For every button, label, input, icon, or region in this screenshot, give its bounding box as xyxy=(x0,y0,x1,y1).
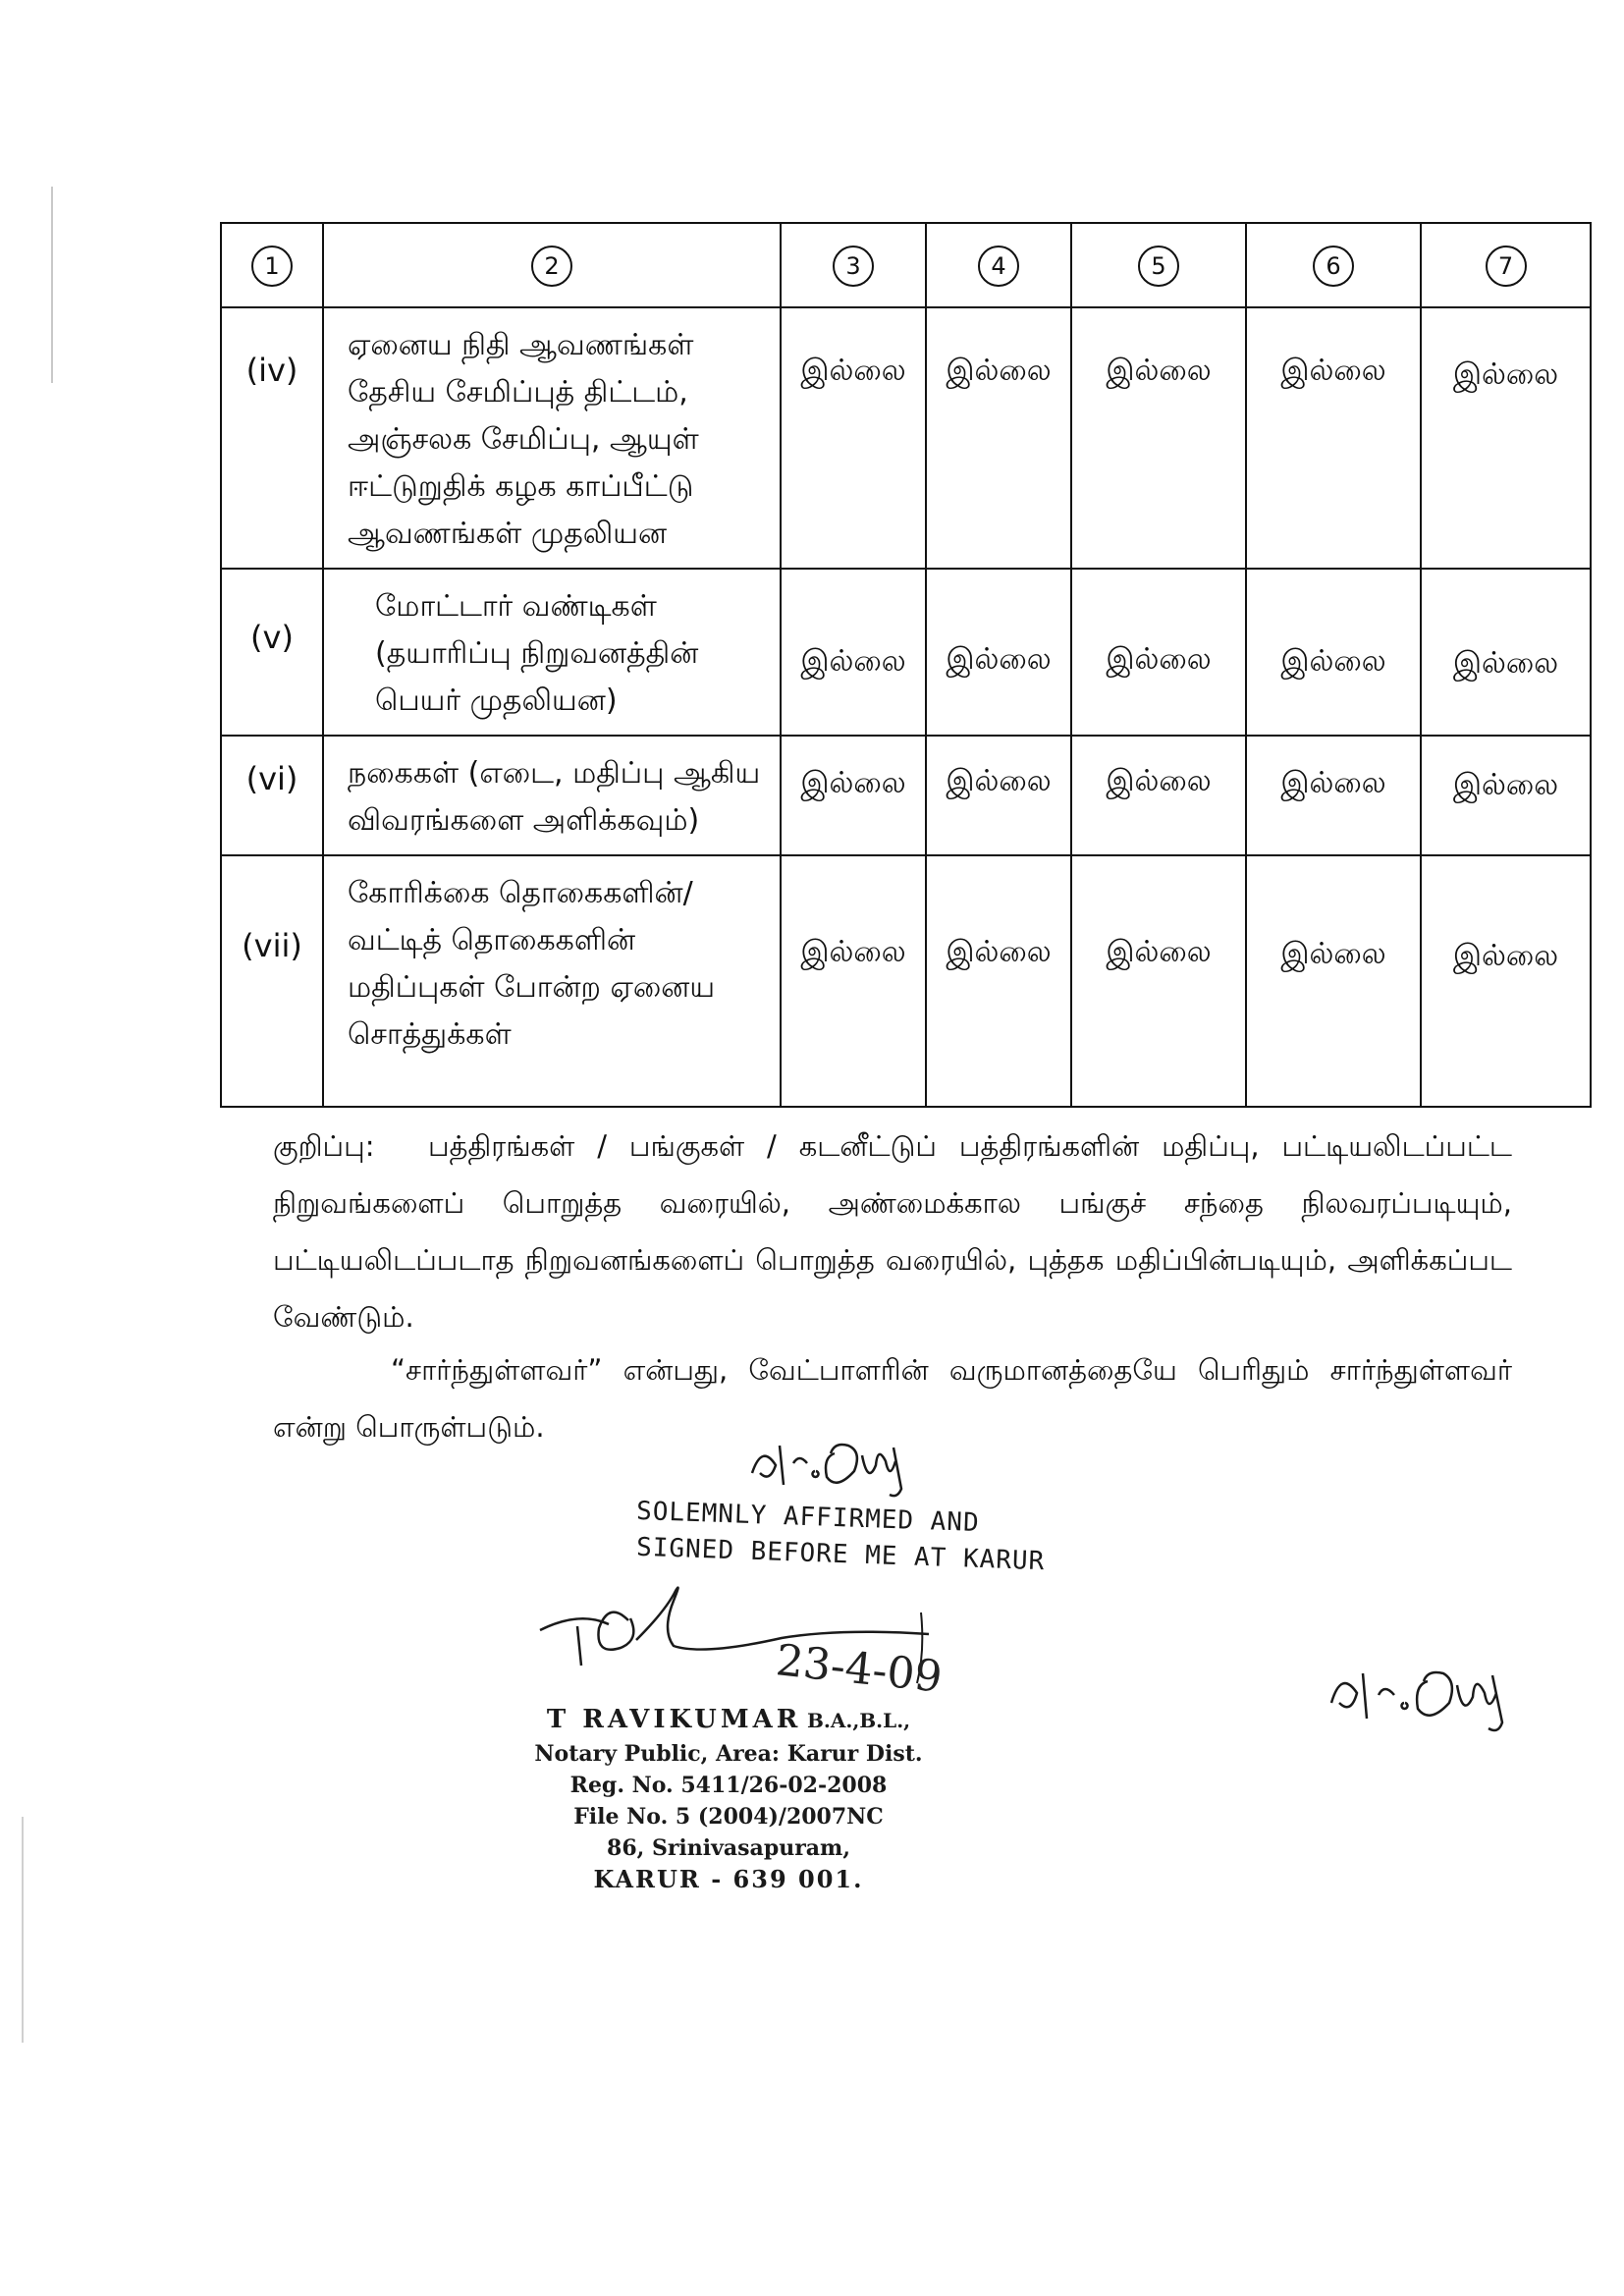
row-number: (vii) xyxy=(242,927,302,964)
header-cell xyxy=(926,223,1071,307)
description-line: பெயர் முதலியன) xyxy=(375,683,618,718)
column-number: 2 xyxy=(531,246,572,287)
value-text: இல்லை xyxy=(1280,644,1386,679)
value-cell xyxy=(1246,855,1421,1107)
description-line: வட்டித் தொகைகளின் xyxy=(348,923,636,957)
value-cell xyxy=(1246,736,1421,855)
note-text: பத்திரங்கள் / பங்குகள் / கடனீட்டுப் பத்திரங்களின் மதிப்பு, பட்டியலிடப்பட்ட நிறுவங்களைப் பொறுத்த வரையில், அண்மைக்கால பங்குச் சந்தை நிலவரப்படியும், பட்டியலிடப்படாத நிறுவனங்களைப் பொறுத்த வரையில், புத்தக மதிப்பின்படியும், அளிக்கப்பட வேண்டும். xyxy=(273,1129,1512,1334)
column-number: 1 xyxy=(251,246,293,287)
row-number-cell xyxy=(221,569,323,736)
header-cell xyxy=(1071,223,1246,307)
column-number: 7 xyxy=(1486,246,1527,287)
deponent-signature xyxy=(746,1434,943,1503)
description-line: தேசிய சேமிப்புத் திட்டம், xyxy=(348,375,688,410)
note-paragraph xyxy=(273,1118,1512,1345)
row-number: (iv) xyxy=(245,352,298,389)
value-text: இல்லை xyxy=(1280,766,1386,800)
value-cell xyxy=(926,569,1071,736)
affirmation-stamp-line: SIGNED BEFORE ME AT KARUR xyxy=(635,1532,1046,1577)
value-text: இல்லை xyxy=(946,354,1052,388)
value-text: இல்லை xyxy=(800,935,906,969)
description-line: மதிப்புகள் போன்ற ஏனைய xyxy=(348,970,716,1005)
description-cell xyxy=(323,736,781,855)
value-text: இல்லை xyxy=(1452,357,1559,392)
description-line: ஈட்டுறுதிக் கழக காப்பீட்டு xyxy=(348,469,694,504)
value-cell xyxy=(1421,307,1591,569)
value-text: இல்லை xyxy=(800,644,906,679)
header-cell xyxy=(1246,223,1421,307)
row-number-cell xyxy=(221,736,323,855)
table-header-row xyxy=(221,223,1591,307)
description-cell xyxy=(323,855,781,1107)
value-text: இல்லை xyxy=(1280,937,1386,971)
scan-edge-mark xyxy=(22,1817,24,2043)
header-cell xyxy=(1421,223,1591,307)
value-cell xyxy=(1246,307,1421,569)
table-row xyxy=(221,569,1591,736)
value-cell xyxy=(1246,569,1421,736)
column-number: 6 xyxy=(1313,246,1354,287)
value-text: இல்லை xyxy=(946,935,1052,969)
value-cell xyxy=(1421,736,1591,855)
value-text: இல்லை xyxy=(1106,642,1212,677)
definition-text: “சார்ந்துள்ளவர்” என்பது, வேட்பாளரின் வருமானத்தையே பெரிதும் சார்ந்துள்ளவர் என்று பொருள்படும். xyxy=(273,1353,1512,1444)
value-text: இல்லை xyxy=(800,354,906,388)
value-text: இல்லை xyxy=(1452,768,1559,802)
notary-registration: Reg. No. 5411/26-02-2008 xyxy=(569,1773,888,1798)
notary-seal xyxy=(473,1704,984,1895)
deponent-signature xyxy=(1326,1660,1532,1738)
value-text: இல்லை xyxy=(946,764,1052,798)
header-cell xyxy=(221,223,323,307)
notary-file-number: File No. 5 (2004)/2007NC xyxy=(573,1804,884,1830)
value-cell xyxy=(1071,736,1246,855)
header-cell xyxy=(781,223,926,307)
value-text: இல்லை xyxy=(1106,764,1212,798)
value-cell xyxy=(1071,855,1246,1107)
notary-name: T RAVIKUMAR xyxy=(546,1705,802,1734)
description-line: (தயாரிப்பு நிறுவனத்தின் xyxy=(375,636,699,671)
description-line: அஞ்சலக சேமிப்பு, ஆயுள் xyxy=(348,422,699,457)
row-number: (v) xyxy=(250,619,294,656)
value-text: இல்லை xyxy=(946,642,1052,677)
notary-degree: B.A.,B.L., xyxy=(806,1709,911,1732)
table-row xyxy=(221,855,1591,1107)
description-line: சொத்துக்கள் xyxy=(348,1017,512,1052)
header-cell xyxy=(323,223,781,307)
description-line: கோரிக்கை தொகைகளின்/ xyxy=(348,876,693,910)
value-cell xyxy=(926,307,1071,569)
assets-table xyxy=(220,222,1592,1108)
table-row xyxy=(221,307,1591,569)
note-label: குறிப்பு: xyxy=(273,1129,375,1163)
notary-address: 86, Srinivasapuram, xyxy=(607,1835,850,1861)
row-number-cell xyxy=(221,307,323,569)
description-cell xyxy=(323,569,781,736)
value-cell xyxy=(1421,855,1591,1107)
value-cell xyxy=(781,569,926,736)
notary-city: KARUR - 639 001. xyxy=(593,1865,864,1893)
value-text: இல்லை xyxy=(1106,354,1212,388)
description-line: ஏனைய நிதி ஆவணங்கள் xyxy=(348,328,694,362)
description-cell xyxy=(323,307,781,569)
value-text: இல்லை xyxy=(800,766,906,800)
description-line: நகைகள் (எடை, மதிப்பு ஆகிய xyxy=(348,756,761,791)
notary-area: Notary Public, Area: Karur Dist. xyxy=(534,1741,923,1767)
row-number: (vi) xyxy=(245,760,298,797)
handwritten-date: 23-4-09 xyxy=(773,1635,945,1703)
value-cell xyxy=(781,736,926,855)
value-cell xyxy=(1071,307,1246,569)
column-number: 3 xyxy=(833,246,874,287)
value-text: இல்லை xyxy=(1452,646,1559,681)
description-line: விவரங்களை அளிக்கவும்) xyxy=(348,803,700,838)
column-number: 5 xyxy=(1138,246,1179,287)
value-cell xyxy=(781,307,926,569)
row-number-cell xyxy=(221,855,323,1107)
column-number: 4 xyxy=(978,246,1019,287)
description-line: மோட்டார் வண்டிகள் xyxy=(375,589,657,624)
value-text: இல்லை xyxy=(1452,939,1559,973)
value-text: இல்லை xyxy=(1106,935,1212,969)
value-cell xyxy=(1071,569,1246,736)
value-cell xyxy=(781,855,926,1107)
value-cell xyxy=(926,736,1071,855)
affirmation-stamp-line: SOLEMNLY AFFIRMED AND xyxy=(635,1496,981,1539)
value-cell xyxy=(1421,569,1591,736)
value-text: இல்லை xyxy=(1280,354,1386,388)
value-cell xyxy=(926,855,1071,1107)
scan-edge-mark xyxy=(51,187,53,383)
description-line: ஆவணங்கள் முதலியன xyxy=(348,517,668,551)
table-row xyxy=(221,736,1591,855)
